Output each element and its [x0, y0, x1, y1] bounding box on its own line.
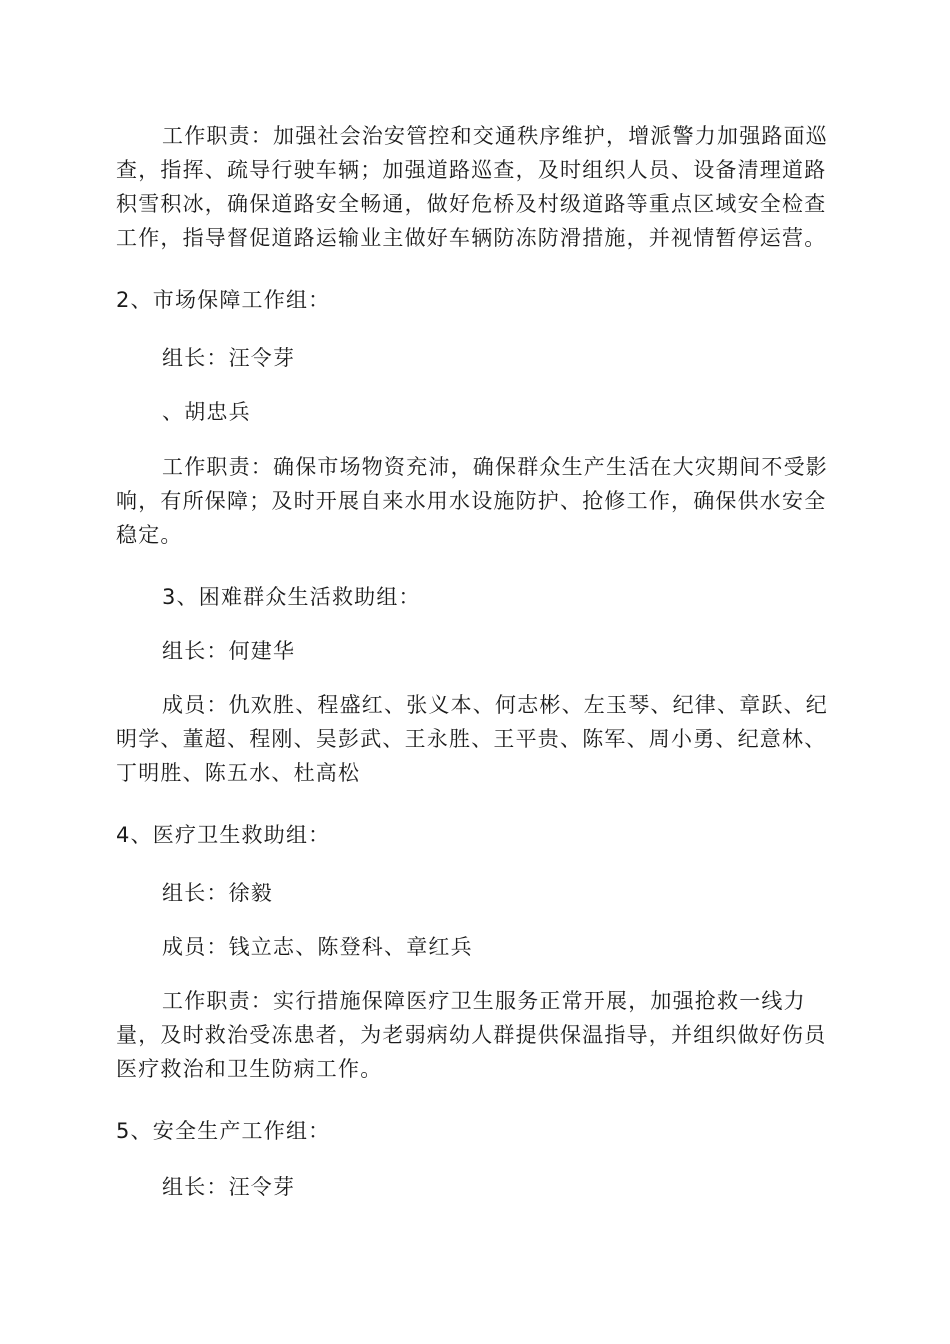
text-line: 4、医疗卫生救助组：: [116, 823, 331, 847]
text-line: 3、困难群众生活救助组：: [162, 585, 421, 609]
text-line: 丁明胜、陈五水、杜高松: [116, 761, 361, 785]
heading-relief-group: [116, 580, 836, 614]
text-line: 查，指挥、疏导行驶车辆；加强道路巡查，及时组织人员、设备清理道路: [116, 158, 827, 182]
text-line: 组长：徐毅: [162, 881, 273, 905]
text-line: 2、市场保障工作组：: [116, 288, 331, 312]
paragraph-traffic-duties: [116, 119, 836, 255]
heading-medical-group: [116, 818, 836, 852]
text-line: 组长：汪令芽: [162, 1175, 296, 1199]
text-line: 成员：仇欢胜、程盛红、张义本、何志彬、左玉琴、纪律、章跃、纪: [162, 693, 828, 717]
text-line: 组长：汪令芽: [162, 346, 296, 370]
medical-group-members: [116, 930, 836, 964]
text-line: 稳定。: [116, 523, 183, 547]
relief-group-members: [116, 688, 836, 790]
text-line: 工作职责：实行措施保障医疗卫生服务正常开展，加强抢救一线力: [162, 989, 806, 1013]
text-line: 工作职责：确保市场物资充沛，确保群众生产生活在大灾期间不受影: [162, 455, 828, 479]
medical-group-leader: [116, 876, 836, 910]
heading-market-group: [116, 283, 836, 317]
paragraph-market-duties: [116, 450, 836, 552]
safety-group-leader: [116, 1170, 836, 1204]
text-line: 组长：何建华: [162, 639, 296, 663]
text-line: 量，及时救治受冻患者，为老弱病幼人群提供保温指导，并组织做好伤员: [116, 1023, 827, 1047]
text-line: 5、安全生产工作组：: [116, 1119, 331, 1143]
paragraph-medical-duties: [116, 984, 836, 1086]
heading-safety-group: [116, 1114, 836, 1148]
text-line: 积雪积冰，确保道路安全畅通，做好危桥及村级道路等重点区域安全检查: [116, 192, 827, 216]
market-group-leader: [116, 341, 836, 375]
text-line: 工作职责：加强社会治安管控和交通秩序维护，增派警力加强路面巡: [162, 124, 828, 148]
text-line: 医疗救治和卫生防病工作。: [116, 1057, 383, 1081]
market-group-member: [116, 395, 836, 429]
relief-group-leader: [116, 634, 836, 668]
text-line: 、胡忠兵: [162, 400, 251, 424]
text-line: 明学、董超、程刚、吴彭武、王永胜、王平贵、陈军、周小勇、纪意林、: [116, 727, 827, 751]
text-line: 工作，指导督促道路运输业主做好车辆防冻防滑措施，并视情暂停运营。: [116, 226, 827, 250]
text-line: 成员：钱立志、陈登科、章红兵: [162, 935, 473, 959]
text-line: 响，有所保障；及时开展自来水用水设施防护、抢修工作，确保供水安全: [116, 489, 827, 513]
